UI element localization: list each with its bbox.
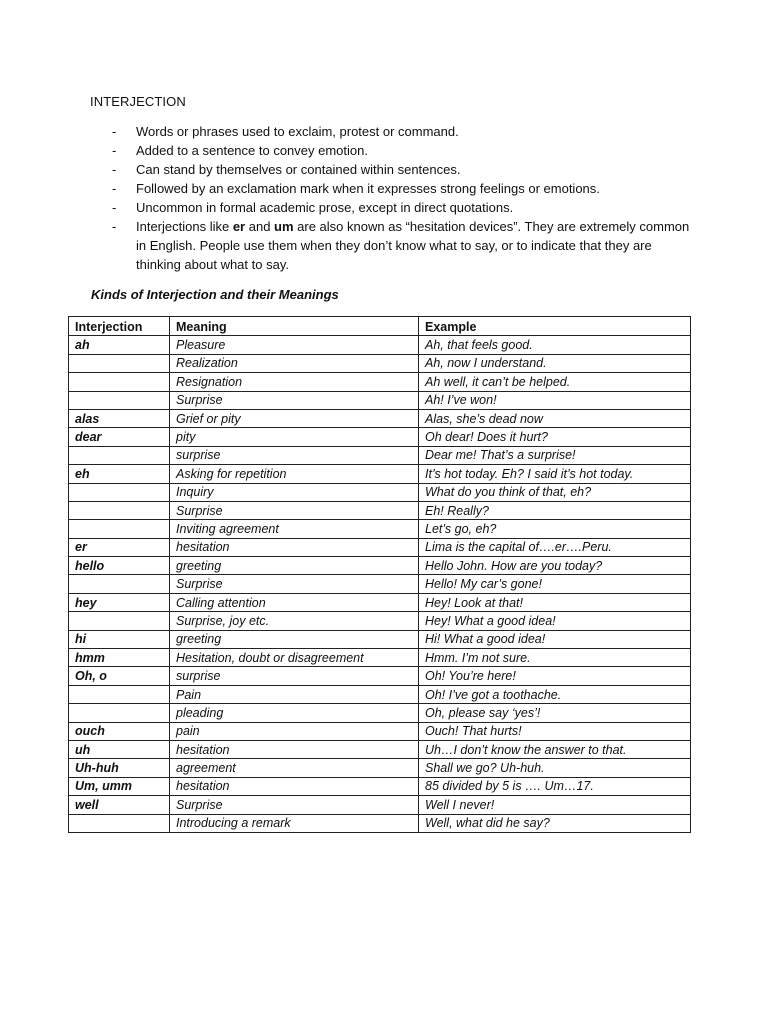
interjection-cell bbox=[69, 704, 170, 722]
bullet-dash: - bbox=[112, 200, 117, 215]
table-row bbox=[69, 667, 691, 685]
meaning-cell: Resignation bbox=[170, 373, 419, 391]
meaning-cell: surprise bbox=[170, 446, 419, 464]
example-cell: Lima is the capital of….er….Peru. bbox=[419, 538, 691, 556]
interjection-cell: hey bbox=[69, 593, 170, 611]
example-cell: Hey! Look at that! bbox=[419, 593, 691, 611]
table-row bbox=[69, 593, 691, 611]
definition-item bbox=[112, 122, 692, 141]
example-cell: Well I never! bbox=[419, 796, 691, 814]
interjection-cell: well bbox=[69, 796, 170, 814]
example-cell: Oh, please say ‘yes’! bbox=[419, 704, 691, 722]
table-row bbox=[69, 538, 691, 556]
interjection-cell bbox=[69, 391, 170, 409]
definition-text-before: Interjections like bbox=[136, 219, 233, 234]
meaning-cell: Grief or pity bbox=[170, 409, 419, 427]
definition-text: Added to a sentence to convey emotion. bbox=[136, 143, 368, 158]
table-row bbox=[69, 465, 691, 483]
table-row bbox=[69, 354, 691, 372]
bullet-dash: - bbox=[112, 181, 117, 196]
interjection-cell: eh bbox=[69, 465, 170, 483]
meaning-cell: Asking for repetition bbox=[170, 465, 419, 483]
table-row bbox=[69, 722, 691, 740]
meaning-cell: Hesitation, doubt or disagreement bbox=[170, 649, 419, 667]
table-row bbox=[69, 649, 691, 667]
interjection-table bbox=[68, 316, 691, 833]
interjection-cell: uh bbox=[69, 740, 170, 758]
example-cell: Let’s go, eh? bbox=[419, 520, 691, 538]
meaning-cell: hesitation bbox=[170, 740, 419, 758]
example-cell: Hello! My car’s gone! bbox=[419, 575, 691, 593]
interjection-cell bbox=[69, 685, 170, 703]
meaning-cell: Pain bbox=[170, 685, 419, 703]
meaning-cell: pleading bbox=[170, 704, 419, 722]
meaning-cell: Pleasure bbox=[170, 336, 419, 354]
meaning-cell: greeting bbox=[170, 630, 419, 648]
definition-text: Words or phrases used to exclaim, protest or command. bbox=[136, 124, 459, 139]
example-cell: It’s hot today. Eh? I said it’s hot today. bbox=[419, 465, 691, 483]
definition-item bbox=[112, 198, 692, 217]
example-cell: Shall we go? Uh-huh. bbox=[419, 759, 691, 777]
definition-item bbox=[112, 217, 692, 274]
table-row bbox=[69, 759, 691, 777]
table-row bbox=[69, 428, 691, 446]
interjection-cell bbox=[69, 354, 170, 372]
bullet-dash: - bbox=[112, 219, 117, 234]
table-row bbox=[69, 336, 691, 354]
example-cell: Oh dear! Does it hurt? bbox=[419, 428, 691, 446]
table-row bbox=[69, 796, 691, 814]
example-cell: Alas, she’s dead now bbox=[419, 409, 691, 427]
meaning-cell: Introducing a remark bbox=[170, 814, 419, 832]
definition-text: Uncommon in formal academic prose, except in direct quotations. bbox=[136, 200, 514, 215]
table-row bbox=[69, 520, 691, 538]
meaning-cell: agreement bbox=[170, 759, 419, 777]
interjection-cell bbox=[69, 501, 170, 519]
meaning-cell: Surprise bbox=[170, 575, 419, 593]
interjection-cell: alas bbox=[69, 409, 170, 427]
table-row bbox=[69, 483, 691, 501]
example-cell: Ah, now I understand. bbox=[419, 354, 691, 372]
table-row bbox=[69, 575, 691, 593]
meaning-cell: hesitation bbox=[170, 538, 419, 556]
page-title: INTERJECTION bbox=[90, 94, 186, 109]
header-interjection: Interjection bbox=[69, 317, 170, 336]
keyword-um: um bbox=[274, 219, 294, 234]
table-row bbox=[69, 630, 691, 648]
interjection-cell: ouch bbox=[69, 722, 170, 740]
header-meaning: Meaning bbox=[170, 317, 419, 336]
definition-item bbox=[112, 179, 692, 198]
interjection-cell bbox=[69, 575, 170, 593]
meaning-cell: Calling attention bbox=[170, 593, 419, 611]
meaning-cell: Surprise bbox=[170, 501, 419, 519]
meaning-cell: Inquiry bbox=[170, 483, 419, 501]
interjection-cell: Oh, o bbox=[69, 667, 170, 685]
example-cell: Hi! What a good idea! bbox=[419, 630, 691, 648]
table-row bbox=[69, 777, 691, 795]
definition-text-middle: and bbox=[245, 219, 275, 234]
bullet-dash: - bbox=[112, 143, 117, 158]
bullet-dash: - bbox=[112, 124, 117, 139]
example-cell: Well, what did he say? bbox=[419, 814, 691, 832]
interjection-cell: hmm bbox=[69, 649, 170, 667]
table-row bbox=[69, 373, 691, 391]
table-row bbox=[69, 501, 691, 519]
meaning-cell: hesitation bbox=[170, 777, 419, 795]
example-cell: Uh…I don’t know the answer to that. bbox=[419, 740, 691, 758]
example-cell: Eh! Really? bbox=[419, 501, 691, 519]
meaning-cell: Realization bbox=[170, 354, 419, 372]
meaning-cell: pity bbox=[170, 428, 419, 446]
example-cell: Dear me! That’s a surprise! bbox=[419, 446, 691, 464]
definition-text: Followed by an exclamation mark when it expresses strong feelings or emotions. bbox=[136, 181, 600, 196]
table-row bbox=[69, 557, 691, 575]
table-row bbox=[69, 740, 691, 758]
definition-list bbox=[112, 122, 692, 274]
example-cell: Ouch! That hurts! bbox=[419, 722, 691, 740]
table-row bbox=[69, 704, 691, 722]
interjection-cell bbox=[69, 373, 170, 391]
example-cell: Hey! What a good idea! bbox=[419, 612, 691, 630]
interjection-cell bbox=[69, 520, 170, 538]
interjection-cell: dear bbox=[69, 428, 170, 446]
keyword-er: er bbox=[232, 219, 246, 234]
example-cell: 85 divided by 5 is …. Um…17. bbox=[419, 777, 691, 795]
meaning-cell: Surprise bbox=[170, 391, 419, 409]
example-cell: Oh! I’ve got a toothache. bbox=[419, 685, 691, 703]
interjection-cell: Um, umm bbox=[69, 777, 170, 795]
table-header-row bbox=[69, 317, 691, 336]
meaning-cell: Surprise bbox=[170, 796, 419, 814]
interjection-cell: er bbox=[69, 538, 170, 556]
example-cell: Ah, that feels good. bbox=[419, 336, 691, 354]
bullet-dash: - bbox=[112, 162, 117, 177]
interjection-cell: hello bbox=[69, 557, 170, 575]
interjection-cell: hi bbox=[69, 630, 170, 648]
table-row bbox=[69, 391, 691, 409]
table-caption: Kinds of Interjection and their Meanings bbox=[91, 287, 339, 302]
interjection-cell bbox=[69, 814, 170, 832]
definition-text-after: are also known as “hesitation devices”. They are extremely common in English. People use them when they don’t know what to say, or to indicate that they are thinking about what to say. bbox=[136, 219, 690, 272]
table-row bbox=[69, 685, 691, 703]
example-cell: Oh! You’re here! bbox=[419, 667, 691, 685]
interjection-cell bbox=[69, 612, 170, 630]
meaning-cell: surprise bbox=[170, 667, 419, 685]
definition-item bbox=[112, 160, 692, 179]
example-cell: Hmm. I’m not sure. bbox=[419, 649, 691, 667]
meaning-cell: Inviting agreement bbox=[170, 520, 419, 538]
table-row bbox=[69, 612, 691, 630]
example-cell: Hello John. How are you today? bbox=[419, 557, 691, 575]
interjection-cell bbox=[69, 483, 170, 501]
table-row bbox=[69, 409, 691, 427]
example-cell: Ah well, it can’t be helped. bbox=[419, 373, 691, 391]
meaning-cell: greeting bbox=[170, 557, 419, 575]
interjection-cell: ah bbox=[69, 336, 170, 354]
header-example: Example bbox=[419, 317, 691, 336]
interjection-cell bbox=[69, 446, 170, 464]
example-cell: What do you think of that, eh? bbox=[419, 483, 691, 501]
definition-text: Can stand by themselves or contained within sentences. bbox=[136, 162, 461, 177]
meaning-cell: Surprise, joy etc. bbox=[170, 612, 419, 630]
table-row bbox=[69, 446, 691, 464]
definition-item bbox=[112, 141, 692, 160]
interjection-cell: Uh-huh bbox=[69, 759, 170, 777]
example-cell: Ah! I’ve won! bbox=[419, 391, 691, 409]
meaning-cell: pain bbox=[170, 722, 419, 740]
table-row bbox=[69, 814, 691, 832]
